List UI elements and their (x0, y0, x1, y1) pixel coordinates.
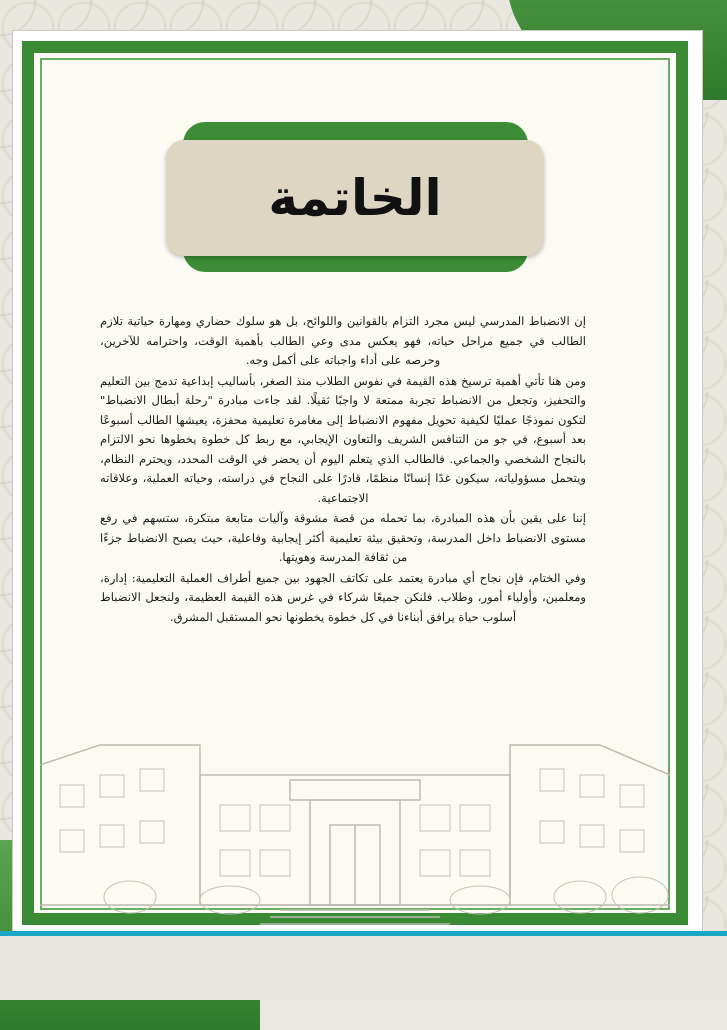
title-box (166, 140, 544, 256)
paragraph-4: وفي الختام، فإن نجاح أي مبادرة يعتمد على تكاتف الجهود بين جميع أطراف العملية التعليمية: إدارة، ومعلمين، وأولياء أمور، وطلاب. فلنكن جميعًا شركاء في غرس هذه القيمة العظيمة، ولنجعل الانضباط أسلوب حياة يرافق أبناءنا في كل خطوة يخطونها نحو المستقبل المشرق. (100, 570, 586, 624)
page-title: الخاتمة (268, 169, 442, 227)
conclusion-text (100, 312, 586, 628)
paragraph-2: ومن هنا تأتي أهمية ترسيخ هذه القيمة في نفوس الطلاب منذ الصغر، بأساليب إبداعية تدمج بين التعليم والتحفيز، وتجعل من الانضباط تجربة ممتعة لا واجبًا ثقيلًا. لقد جاءت مبادرة "رحلة أبطال الانضباط" لتكون نموذجًا عمليًا لكيفية تحويل مفهوم الانضباط إلى مغامرة تعليمية محفزة، يعيشها الطالب أسبوعًا بعد أسبوع، في جو من التنافس الشريف والتعاون الإيجابي، مع ربط كل خطوة يخطوها نحو الالتزام بالنجاح الشخصي والجماعي. فالطالب الذي يتعلم اليوم أن يحضر في الوقت المحدد، ويحترم النظام، ويتحمل مسؤولياته، سيكون غدًا إنسانًا منظمًا، قادرًا على النجاح في دراسته، وحياته العملية، وعلاقاته الاجتماعية. (100, 373, 586, 505)
paragraph-3: إننا على يقين بأن هذه المبادرة، بما تحمله من قصة مشوقة وآليات متابعة مبتكرة، ستسهم في رفع مستوى الانضباط داخل المدرسة، وتحقيق بيئة تعليمية أكثر إيجابية وفاعلية، حيث يصبح الانضباط جزءًا من ثقافة المدرسة وهويتها. (100, 511, 586, 564)
school-building-illustration (40, 705, 670, 925)
bottom-band (0, 936, 727, 1000)
paragraph-1: إن الانضباط المدرسي ليس مجرد التزام بالقوانين واللوائح، بل هو سلوك حضاري ومهارة حياتية تلازم الطالب في جميع مراحل حياته، فهو يعكس مدى وعي الطالب بأهمية الوقت، واحترامه للآخرين، وحرصه على أداء واجباته على أكمل وجه. (100, 314, 586, 367)
